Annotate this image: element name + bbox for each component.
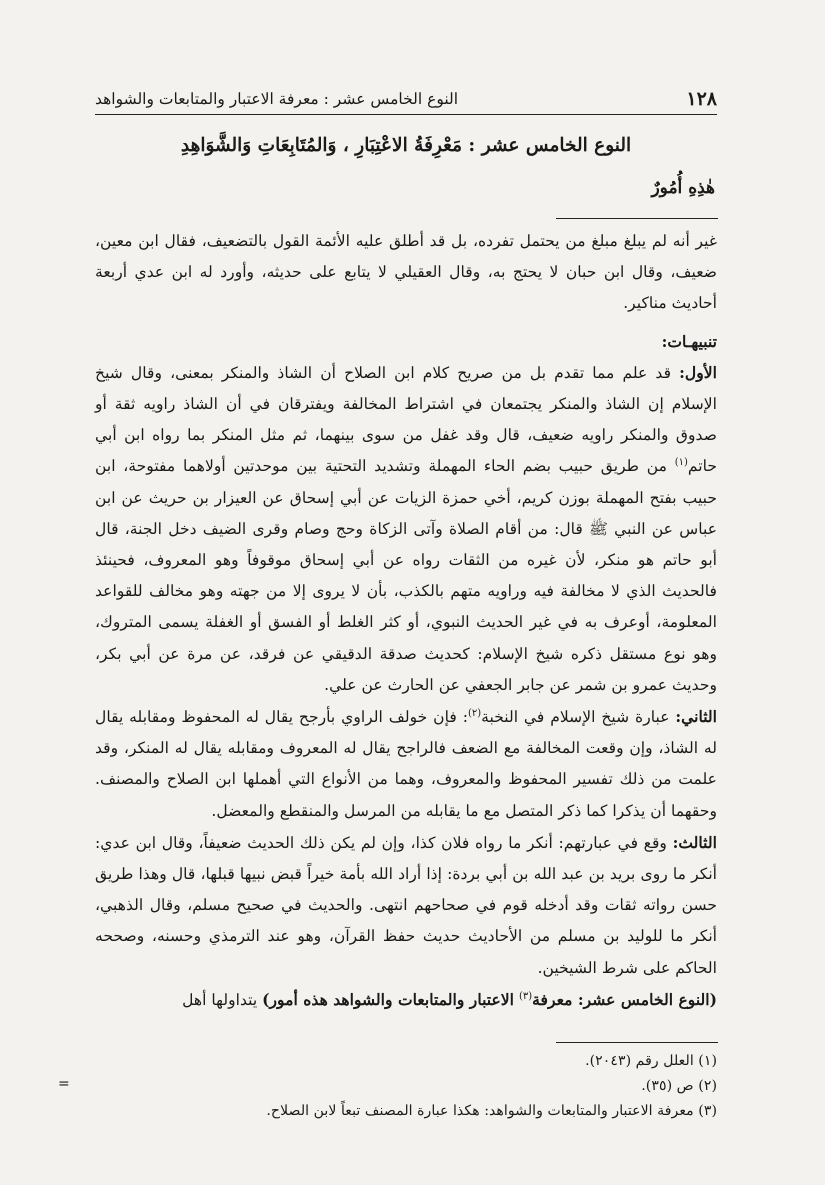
main-text-quote-b: الاعتبار والمتابعات والشواهد هذه أمور): [262, 989, 515, 1009]
label-second: الثاني:: [675, 707, 717, 727]
footnote-1: (١) العلل رقم (٢٠٤٣).: [585, 1053, 717, 1069]
page-number: ١٢٨: [686, 88, 717, 110]
paragraph-first-text-cont: من طريق حبيب بضم الحاء المهملة وتشديد التحتية بين موحدتين أولاهما مفتوحة، ابن حبيب بفتح المهملة بوزن كريم، أخي حمزة الزيات عن أبي إسحاق عن العيزار بن حريث عن ابن عباس عن النبي ﷺ قال: من أقام الصلاة وآتى الزكاة وحج وصام وقرى الضيف دخل الجنة، قال أبو حاتم هو منكر، لأن غيره من الثقات رواه عن أبي إسحاق موقوفاً وهو المعروف، فحينئذ فالحديث الذي لا مخالفة فيه وراويه متهم بالكذب، بأن لا يروى إلا من جهته وهو مخالف للقواعد المعلومة، أوعرف به في غير الحديث النبوي، أو كثر الغلط أو الفسق أو الغفلة يسمى المتروك، وهو نوع مستقل ذكره شيخ الإسلام: كحديث صدقة الدقيقي عن فرقد، عن مرة عن أبي بكر، وحديث عمرو بن شمر عن جابر الجعفي عن الحارث عن علي.: [95, 457, 717, 694]
paragraph-first: [95, 357, 717, 701]
page-header: [95, 86, 717, 116]
main-text-cont: يتداولها أهل: [182, 990, 258, 1009]
paragraph-main-text: [95, 984, 717, 1016]
note-ref-3: (٣): [518, 990, 533, 1002]
running-title: النوع الخامس عشر : معرفة الاعتبار والمتابعات والشواهد: [95, 90, 459, 108]
body-text: [95, 226, 717, 1016]
paragraph-second: [95, 701, 717, 827]
paragraph-second-text: عبارة شيخ الإسلام في النخبة: [481, 708, 670, 727]
paragraph-third: [95, 827, 717, 984]
note-ref-1: (١): [674, 457, 688, 469]
paragraph-continuation: غير أنه لم يبلغ مبلغ من يحتمل تفرده، بل قد أطلق عليه الأئمة القول بالتضعيف، فقال ابن معين، ضعيف، وقال ابن حبان لا يحتج به، وقال العقيلي لا يتابع على حديثه، وأورد له ابن عدي أربعة أحاديث مناكير.: [95, 232, 717, 313]
text-divider: [556, 218, 718, 219]
main-text-quote-a: (النوع الخامس عشر: معرفة: [532, 989, 717, 1009]
paragraph-first-text: قد علم مما تقدم بل من صريح كلام ابن الصلاح أن الشاذ والمنكر بمعنى، وقال شيخ الإسلام إن الشاذ والمنكر يجتمعان في اشتراط المخالفة ويفترقان في أن الشاذ راويه ثقة أو صدوق والمنكر راويه ضعيف، قال وقد غفل من سوى بينهما، ثم مثل المنكر بما رواه ابن أبي حاتم: [95, 363, 718, 476]
footnotes: [95, 1049, 717, 1124]
header-divider: [95, 114, 717, 115]
paragraph-third-text: وقع في عبارتهم: أنكر ما رواه فلان كذا، وإن لم يكن ذلك الحديث ضعيفاً، وقال ابن عدي: أنكر ما روى بريد بن عبد الله بن أبي بردة: إذا أراد الله بأمة خيراً قبض نبيها قبلها، قال وهذا طريق حسن رواته ثقات وقد أدخله قوم في صحاحهم انتهى. والحديث في صحيح مسلم، وقال الذهبي، أنكر ما للوليد بن مسلم من الأحاديث حديث حفظ القرآن، وهو عند الترمذي وحسنه، وصححه الحاكم على شرط الشيخين.: [95, 833, 717, 977]
label-first: الأول:: [679, 362, 717, 382]
footnote-2: (٢) ص (٣٥).: [641, 1078, 717, 1094]
notices-heading: تنبيهـات:: [661, 331, 717, 351]
sub-phrase: هٰذِهِ أُمُورٌ: [651, 178, 715, 198]
footnote-divider: [556, 1042, 718, 1043]
note-ref-2: (٢): [467, 707, 482, 719]
footnote-3: (٣) معرفة الاعتبار والمتابعات والشواهد: هكذا عبارة المصنف تبعاً لابن الصلاح.: [266, 1103, 717, 1119]
margin-mark: =: [58, 1076, 70, 1092]
paragraph-second-text-cont: : فإن خولف الراوي بأرجح يقال له المحفوظ ومقابله يقال له الشاذ، وإن وقعت المخالفة مع الضعف فالراجح يقال له المعروف ومقابله يقال له المنكر، وقد علمت من ذلك تفسير المحفوظ والمعروف، وهما من الأنواع التي أهملها ابن الصلاح والمصنف. وحقهما أن يذكرا كما ذكر المتصل مع ما يقابله من المرسل والمنقطع والمعضل.: [95, 708, 717, 820]
chapter-title: النوع الخامس عشر : مَعْرِفَةُ الاعْتِبَارِ ، وَالمُتَابِعَاتِ وَالشَّوَاهِدِ: [180, 135, 632, 156]
label-third: الثالث:: [672, 832, 717, 852]
